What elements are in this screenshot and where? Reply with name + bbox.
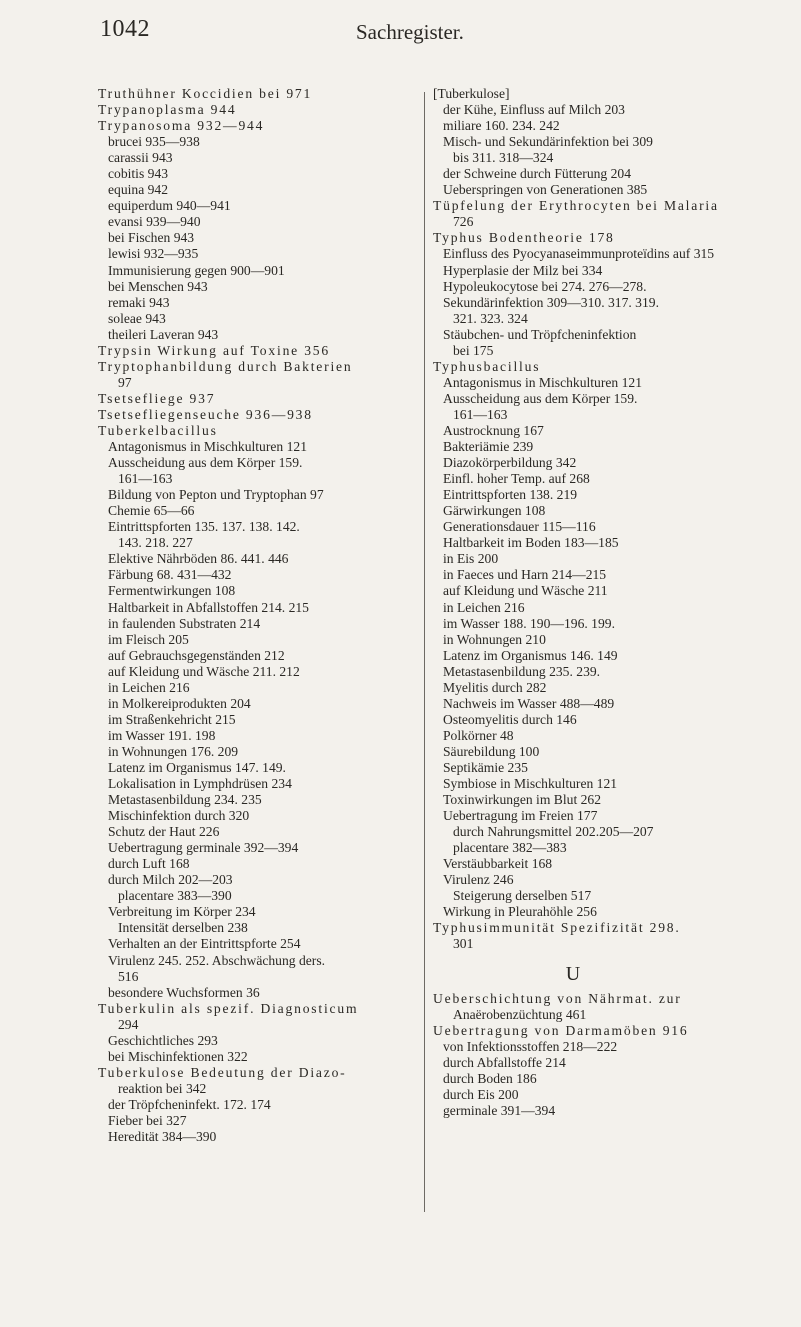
index-subentry: Verstäubbarkeit 168 <box>443 856 553 872</box>
index-subentry: in Eis 200 <box>443 551 499 567</box>
index-subentry: Geschichtliches 293 <box>108 1032 218 1048</box>
index-subentry: der Kühe, Einfluss auf Milch 203 <box>443 102 625 118</box>
index-subentry: bei 175 <box>453 342 494 358</box>
index-subentry: Anaërobenzüchtung 461 <box>453 1006 587 1022</box>
index-subentry: in Molkereiprodukten 204 <box>108 695 251 711</box>
index-subentry: im Wasser 188. 190—196. 199. <box>443 615 615 631</box>
index-subentry: Hyperplasie der Milz bei 334 <box>443 262 603 278</box>
index-subentry: Haltbarkeit im Boden 183—185 <box>443 535 619 551</box>
index-subentry: durch Abfallstoffe 214 <box>443 1054 566 1070</box>
index-entry: Typhus Bodentheorie 178 <box>433 230 615 246</box>
index-subentry: 97 <box>118 374 132 390</box>
index-subentry: im Straßenkehricht 215 <box>108 711 236 727</box>
index-subentry: Mischinfektion durch 320 <box>108 808 250 824</box>
index-subentry: Chemie 65—66 <box>108 503 195 519</box>
index-subentry: Verbreitung im Körper 234 <box>108 904 256 920</box>
index-subentry: Haltbarkeit in Abfallstoffen 214. 215 <box>108 599 309 615</box>
index-entry: Uebertragung von Darmamöben 916 <box>433 1022 689 1038</box>
index-subentry: auf Kleidung und Wäsche 211. 212 <box>108 663 300 679</box>
index-entry: Trypsin Wirkung auf Toxine 356 <box>98 342 330 358</box>
index-subentry: Metastasenbildung 235. 239. <box>443 663 601 679</box>
index-subentry: von Infektionsstoffen 218—222 <box>443 1038 618 1054</box>
index-subentry: Bakteriämie 239 <box>443 439 534 455</box>
index-subentry: durch Eis 200 <box>443 1086 519 1102</box>
index-subentry: durch Milch 202—203 <box>108 872 233 888</box>
index-subentry: Generationsdauer 115—116 <box>443 519 596 535</box>
index-subentry: 294 <box>118 1016 139 1032</box>
index-entry: [Tuberkulose] <box>433 86 510 101</box>
index-subentry: theileri Laveran 943 <box>108 326 219 342</box>
index-subentry: Austrocknung 167 <box>443 422 544 438</box>
index-subentry: in faulenden Substraten 214 <box>108 615 261 631</box>
index-entry: Tüpfelung der Erythrocyten bei Malaria <box>433 198 719 214</box>
index-subentry: in Wohnungen 210 <box>443 631 546 647</box>
index-subentry: 143. 218. 227 <box>118 535 193 551</box>
index-subentry: Antagonismus in Mischkulturen 121 <box>108 439 307 455</box>
index-entry: Typhusimmunität Spezifizität 298. <box>433 920 681 936</box>
index-subentry: bei Mischinfektionen 322 <box>108 1048 248 1064</box>
index-subentry: Färbung 68. 431—432 <box>108 567 232 583</box>
index-subentry: bis 311. 318—324 <box>453 150 554 166</box>
index-subentry: 726 <box>453 214 474 230</box>
index-entry: Tuberkulin als spezif. Diagnosticum <box>98 1000 359 1016</box>
index-subentry: Säurebildung 100 <box>443 743 540 759</box>
index-entry: Typhusbacillus <box>433 358 541 374</box>
index-subentry: Ausscheidung aus dem Körper 159. <box>443 390 638 406</box>
index-subentry: besondere Wuchsformen 36 <box>108 984 260 1000</box>
index-subentry: Symbiose in Mischkulturen 121 <box>443 776 618 792</box>
index-subentry: im Wasser 191. 198 <box>108 727 216 743</box>
page-number: 1042 <box>100 16 150 42</box>
index-subentry: der Schweine durch Fütterung 204 <box>443 166 632 182</box>
index-subentry: miliare 160. 234. 242 <box>443 118 560 134</box>
index-subentry: im Fleisch 205 <box>108 631 189 647</box>
index-subentry: Elektive Nährböden 86. 441. 446 <box>108 551 289 567</box>
index-subentry: Uebertragung germinale 392—394 <box>108 840 299 856</box>
index-subentry: equina 942 <box>108 182 169 198</box>
index-subentry: Heredität 384—390 <box>108 1129 217 1145</box>
index-subentry: brucei 935—938 <box>108 134 200 150</box>
page-header <box>0 16 801 56</box>
section-letter: U <box>565 962 581 985</box>
index-entry: Tryptophanbildung durch Bakterien <box>98 358 353 374</box>
index-subentry: Eintrittspforten 135. 137. 138. 142. <box>108 519 300 535</box>
index-subentry: durch Nahrungsmittel 202.205—207 <box>453 824 654 840</box>
index-subentry: Ueberspringen von Generationen 385 <box>443 182 648 198</box>
index-entry: Trypanosoma 932—944 <box>98 118 265 134</box>
index-subentry: 516 <box>118 968 139 984</box>
index-subentry: lewisi 932—935 <box>108 246 199 262</box>
index-subentry: Intensität derselben 238 <box>118 920 248 936</box>
index-subentry: in Wohnungen 176. 209 <box>108 743 239 759</box>
index-subentry: equiperdum 940—941 <box>108 198 231 214</box>
index-subentry: durch Luft 168 <box>108 856 190 872</box>
index-subentry: bei Menschen 943 <box>108 278 208 294</box>
index-subentry: remaki 943 <box>108 294 170 310</box>
index-subentry: cobitis 943 <box>108 166 169 182</box>
index-subentry: Virulenz 245. 252. Abschwächung ders. <box>108 952 326 968</box>
index-subentry: Nachweis im Wasser 488—489 <box>443 695 615 711</box>
index-subentry: Bildung von Pepton und Tryptophan 97 <box>108 487 324 503</box>
index-subentry: Einfluss des Pyocyanaseimmunproteïdins auf 315 <box>443 246 715 262</box>
index-subentry: Gärwirkungen 108 <box>443 503 546 519</box>
index-subentry: soleae 943 <box>108 310 166 326</box>
index-subentry: in Leichen 216 <box>443 599 525 615</box>
index-entry: Trypanoplasma 944 <box>98 102 237 118</box>
index-subentry: Lokalisation in Lymphdrüsen 234 <box>108 776 292 792</box>
index-entry: Tuberkelbacillus <box>98 422 218 438</box>
index-subentry: placentare 383—390 <box>118 888 232 904</box>
index-subentry: Latenz im Organismus 147. 149. <box>108 759 286 775</box>
index-subentry: in Faeces und Harn 214—215 <box>443 567 607 583</box>
index-subentry: placentare 382—383 <box>453 840 567 856</box>
index-subentry: Fermentwirkungen 108 <box>108 583 236 599</box>
index-subentry: Misch- und Sekundärinfektion bei 309 <box>443 134 653 150</box>
index-subentry: Einfl. hoher Temp. auf 268 <box>443 471 590 487</box>
index-subentry: Hypoleukocytose bei 274. 276—278. <box>443 278 647 294</box>
index-subentry: Wirkung in Pleurahöhle 256 <box>443 904 597 920</box>
index-subentry: reaktion bei 342 <box>118 1080 207 1096</box>
running-title: Sachregister. <box>356 20 464 44</box>
index-subentry: Stäubchen- und Tröpfcheninfektion <box>443 326 637 342</box>
index-subentry: der Tröpfcheninfekt. 172. 174 <box>108 1096 271 1112</box>
index-subentry: Metastasenbildung 234. 235 <box>108 792 262 808</box>
index-subentry: Polkörner 48 <box>443 727 514 743</box>
index-subentry: 161—163 <box>453 406 508 422</box>
index-subentry: Immunisierung gegen 900—901 <box>108 262 285 278</box>
index-column-left <box>98 86 418 1145</box>
index-subentry: 161—163 <box>118 471 173 487</box>
index-subentry: durch Boden 186 <box>443 1070 537 1086</box>
index-subentry: auf Gebrauchsgegenständen 212 <box>108 647 285 663</box>
index-subentry: Myelitis durch 282 <box>443 679 547 695</box>
index-subentry: Sekundärinfektion 309—310. 317. 319. <box>443 294 659 310</box>
column-divider <box>424 92 425 1212</box>
index-subentry: Fieber bei 327 <box>108 1113 187 1128</box>
index-subentry: Toxinwirkungen im Blut 262 <box>443 792 602 808</box>
index-subentry: Verhalten an der Eintrittspforte 254 <box>108 936 301 952</box>
index-subentry: carassii 943 <box>108 150 173 166</box>
index-entry: Tsetsefliege 937 <box>98 390 216 406</box>
index-subentry: Latenz im Organismus 146. 149 <box>443 647 618 663</box>
index-entry: Ueberschichtung von Nährmat. zur <box>433 990 682 1006</box>
index-subentry: Ausscheidung aus dem Körper 159. <box>108 455 303 471</box>
index-subentry: Antagonismus in Mischkulturen 121 <box>443 374 642 390</box>
index-subentry: Uebertragung im Freien 177 <box>443 808 598 824</box>
index-subentry: auf Kleidung und Wäsche 211 <box>443 583 608 599</box>
index-subentry: Schutz der Haut 226 <box>108 824 220 840</box>
index-subentry: germinale 391—394 <box>443 1102 556 1118</box>
index-subentry: Eintrittspforten 138. 219 <box>443 487 578 503</box>
index-subentry: Osteomyelitis durch 146 <box>443 711 577 727</box>
index-subentry: 321. 323. 324 <box>453 310 528 326</box>
index-subentry: 301 <box>453 936 474 952</box>
index-subentry: Diazokörperbildung 342 <box>443 455 577 471</box>
index-subentry: bei Fischen 943 <box>108 230 195 246</box>
index-column-right <box>433 86 753 1119</box>
index-subentry: in Leichen 216 <box>108 679 190 695</box>
index-subentry: Virulenz 246 <box>443 872 514 888</box>
index-subentry: Steigerung derselben 517 <box>453 888 592 904</box>
index-entry: Tuberkulose Bedeutung der Diazo- <box>98 1064 347 1080</box>
index-entry: Truthühner Koccidien bei 971 <box>98 86 313 101</box>
index-subentry: Septikämie 235 <box>443 759 528 775</box>
index-subentry: evansi 939—940 <box>108 214 201 230</box>
index-entry: Tsetsefliegenseuche 936—938 <box>98 406 313 422</box>
